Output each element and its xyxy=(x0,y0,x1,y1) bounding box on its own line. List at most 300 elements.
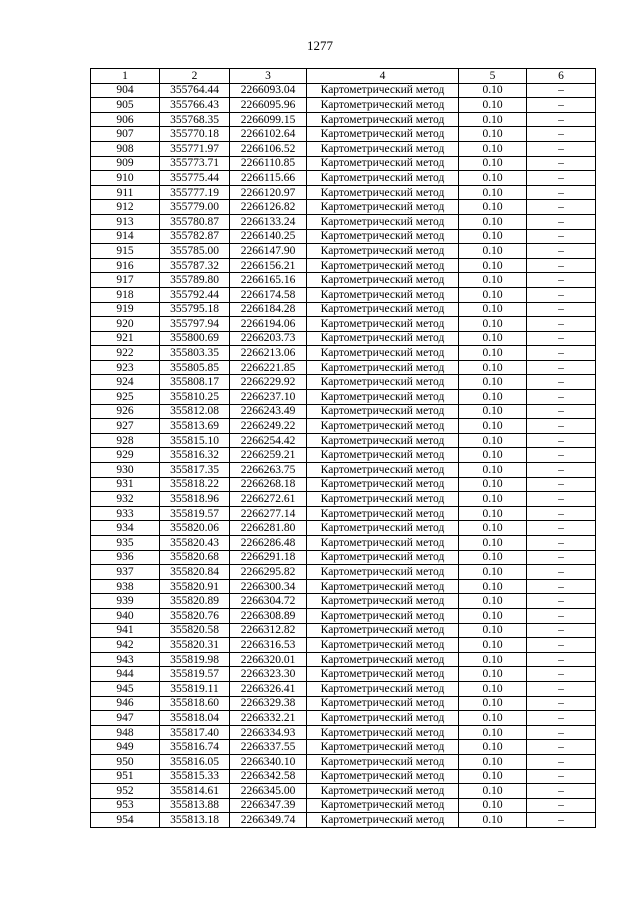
point-number-cell: 925 xyxy=(91,390,160,405)
x-coordinate-cell: 355816.32 xyxy=(160,448,230,463)
x-coordinate-cell: 355817.35 xyxy=(160,463,230,478)
table-row xyxy=(91,579,596,594)
method-cell: Картометрический метод xyxy=(307,623,459,638)
precision-cell: 0.10 xyxy=(459,287,527,302)
description-cell: – xyxy=(527,754,596,769)
description-cell: – xyxy=(527,521,596,536)
y-coordinate-cell: 2266156.21 xyxy=(230,258,307,273)
x-coordinate-cell: 355792.44 xyxy=(160,287,230,302)
description-cell: – xyxy=(527,83,596,98)
table-body xyxy=(91,83,596,827)
y-coordinate-cell: 2266184.28 xyxy=(230,302,307,317)
table-row xyxy=(91,798,596,813)
x-coordinate-cell: 355803.35 xyxy=(160,346,230,361)
x-coordinate-cell: 355818.96 xyxy=(160,492,230,507)
x-coordinate-cell: 355810.25 xyxy=(160,390,230,405)
precision-cell: 0.10 xyxy=(459,244,527,259)
precision-cell: 0.10 xyxy=(459,302,527,317)
table-row xyxy=(91,404,596,419)
description-cell: – xyxy=(527,214,596,229)
description-cell: – xyxy=(527,608,596,623)
description-cell: – xyxy=(527,696,596,711)
precision-cell: 0.10 xyxy=(459,623,527,638)
y-coordinate-cell: 2266291.18 xyxy=(230,550,307,565)
column-header-1: 1 xyxy=(91,69,160,84)
method-cell: Картометрический метод xyxy=(307,506,459,521)
description-cell: – xyxy=(527,448,596,463)
description-cell: – xyxy=(527,112,596,127)
x-coordinate-cell: 355770.18 xyxy=(160,127,230,142)
point-number-cell: 939 xyxy=(91,594,160,609)
precision-cell: 0.10 xyxy=(459,346,527,361)
x-coordinate-cell: 355817.40 xyxy=(160,725,230,740)
table-row xyxy=(91,273,596,288)
description-cell: – xyxy=(527,638,596,653)
precision-cell: 0.10 xyxy=(459,594,527,609)
y-coordinate-cell: 2266194.06 xyxy=(230,317,307,332)
precision-cell: 0.10 xyxy=(459,652,527,667)
method-cell: Картометрический метод xyxy=(307,200,459,215)
y-coordinate-cell: 2266203.73 xyxy=(230,331,307,346)
precision-cell: 0.10 xyxy=(459,696,527,711)
y-coordinate-cell: 2266320.01 xyxy=(230,652,307,667)
precision-cell: 0.10 xyxy=(459,536,527,551)
method-cell: Картометрический метод xyxy=(307,681,459,696)
description-cell: – xyxy=(527,200,596,215)
point-number-cell: 917 xyxy=(91,273,160,288)
method-cell: Картометрический метод xyxy=(307,477,459,492)
point-number-cell: 927 xyxy=(91,419,160,434)
y-coordinate-cell: 2266120.97 xyxy=(230,185,307,200)
method-cell: Картометрический метод xyxy=(307,375,459,390)
point-number-cell: 951 xyxy=(91,769,160,784)
description-cell: – xyxy=(527,594,596,609)
point-number-cell: 906 xyxy=(91,112,160,127)
x-coordinate-cell: 355773.71 xyxy=(160,156,230,171)
description-cell: – xyxy=(527,258,596,273)
table-row xyxy=(91,141,596,156)
precision-cell: 0.10 xyxy=(459,506,527,521)
point-number-cell: 913 xyxy=(91,214,160,229)
y-coordinate-cell: 2266237.10 xyxy=(230,390,307,405)
y-coordinate-cell: 2266326.41 xyxy=(230,681,307,696)
precision-cell: 0.10 xyxy=(459,141,527,156)
y-coordinate-cell: 2266110.85 xyxy=(230,156,307,171)
x-coordinate-cell: 355820.58 xyxy=(160,623,230,638)
table-row xyxy=(91,287,596,302)
x-coordinate-cell: 355764.44 xyxy=(160,83,230,98)
table-row xyxy=(91,171,596,186)
x-coordinate-cell: 355818.22 xyxy=(160,477,230,492)
point-number-cell: 929 xyxy=(91,448,160,463)
description-cell: – xyxy=(527,463,596,478)
point-number-cell: 940 xyxy=(91,608,160,623)
precision-cell: 0.10 xyxy=(459,404,527,419)
method-cell: Картометрический метод xyxy=(307,638,459,653)
table-row xyxy=(91,608,596,623)
method-cell: Картометрический метод xyxy=(307,667,459,682)
table-row xyxy=(91,521,596,536)
precision-cell: 0.10 xyxy=(459,317,527,332)
description-cell: – xyxy=(527,550,596,565)
x-coordinate-cell: 355779.00 xyxy=(160,200,230,215)
table-row xyxy=(91,725,596,740)
y-coordinate-cell: 2266272.61 xyxy=(230,492,307,507)
method-cell: Картометрический метод xyxy=(307,302,459,317)
point-number-cell: 944 xyxy=(91,667,160,682)
point-number-cell: 920 xyxy=(91,317,160,332)
table-row xyxy=(91,156,596,171)
y-coordinate-cell: 2266340.10 xyxy=(230,754,307,769)
y-coordinate-cell: 2266126.82 xyxy=(230,200,307,215)
y-coordinate-cell: 2266140.25 xyxy=(230,229,307,244)
precision-cell: 0.10 xyxy=(459,798,527,813)
y-coordinate-cell: 2266347.39 xyxy=(230,798,307,813)
point-number-cell: 928 xyxy=(91,433,160,448)
x-coordinate-cell: 355805.85 xyxy=(160,360,230,375)
method-cell: Картометрический метод xyxy=(307,112,459,127)
table-row xyxy=(91,331,596,346)
table-row xyxy=(91,740,596,755)
method-cell: Картометрический метод xyxy=(307,725,459,740)
point-number-cell: 918 xyxy=(91,287,160,302)
x-coordinate-cell: 355819.11 xyxy=(160,681,230,696)
table-row xyxy=(91,681,596,696)
x-coordinate-cell: 355766.43 xyxy=(160,98,230,113)
description-cell: – xyxy=(527,156,596,171)
column-header-3: 3 xyxy=(230,69,307,84)
table-row xyxy=(91,550,596,565)
table-row xyxy=(91,98,596,113)
table-row xyxy=(91,448,596,463)
method-cell: Картометрический метод xyxy=(307,550,459,565)
precision-cell: 0.10 xyxy=(459,214,527,229)
point-number-cell: 908 xyxy=(91,141,160,156)
y-coordinate-cell: 2266334.93 xyxy=(230,725,307,740)
point-number-cell: 937 xyxy=(91,565,160,580)
point-number-cell: 916 xyxy=(91,258,160,273)
x-coordinate-cell: 355813.69 xyxy=(160,419,230,434)
method-cell: Картометрический метод xyxy=(307,433,459,448)
table-row xyxy=(91,506,596,521)
method-cell: Картометрический метод xyxy=(307,813,459,828)
method-cell: Картометрический метод xyxy=(307,492,459,507)
x-coordinate-cell: 355782.87 xyxy=(160,229,230,244)
description-cell: – xyxy=(527,769,596,784)
description-cell: – xyxy=(527,229,596,244)
description-cell: – xyxy=(527,740,596,755)
description-cell: – xyxy=(527,287,596,302)
point-number-cell: 921 xyxy=(91,331,160,346)
point-number-cell: 947 xyxy=(91,711,160,726)
method-cell: Картометрический метод xyxy=(307,404,459,419)
y-coordinate-cell: 2266099.15 xyxy=(230,112,307,127)
method-cell: Картометрический метод xyxy=(307,769,459,784)
point-number-cell: 923 xyxy=(91,360,160,375)
point-number-cell: 909 xyxy=(91,156,160,171)
y-coordinate-cell: 2266095.96 xyxy=(230,98,307,113)
point-number-cell: 930 xyxy=(91,463,160,478)
y-coordinate-cell: 2266263.75 xyxy=(230,463,307,478)
method-cell: Картометрический метод xyxy=(307,565,459,580)
description-cell: – xyxy=(527,302,596,317)
x-coordinate-cell: 355800.69 xyxy=(160,331,230,346)
precision-cell: 0.10 xyxy=(459,273,527,288)
table-row xyxy=(91,214,596,229)
table-row xyxy=(91,229,596,244)
x-coordinate-cell: 355789.80 xyxy=(160,273,230,288)
description-cell: – xyxy=(527,171,596,186)
description-cell: – xyxy=(527,433,596,448)
precision-cell: 0.10 xyxy=(459,360,527,375)
y-coordinate-cell: 2266342.58 xyxy=(230,769,307,784)
description-cell: – xyxy=(527,390,596,405)
description-cell: – xyxy=(527,360,596,375)
method-cell: Картометрический метод xyxy=(307,419,459,434)
method-cell: Картометрический метод xyxy=(307,608,459,623)
precision-cell: 0.10 xyxy=(459,769,527,784)
x-coordinate-cell: 355820.89 xyxy=(160,594,230,609)
table-row xyxy=(91,360,596,375)
precision-cell: 0.10 xyxy=(459,98,527,113)
x-coordinate-cell: 355787.32 xyxy=(160,258,230,273)
point-number-cell: 932 xyxy=(91,492,160,507)
point-number-cell: 933 xyxy=(91,506,160,521)
x-coordinate-cell: 355785.00 xyxy=(160,244,230,259)
y-coordinate-cell: 2266312.82 xyxy=(230,623,307,638)
x-coordinate-cell: 355768.35 xyxy=(160,112,230,127)
x-coordinate-cell: 355820.06 xyxy=(160,521,230,536)
y-coordinate-cell: 2266304.72 xyxy=(230,594,307,609)
description-cell: – xyxy=(527,346,596,361)
method-cell: Картометрический метод xyxy=(307,83,459,98)
precision-cell: 0.10 xyxy=(459,156,527,171)
y-coordinate-cell: 2266281.80 xyxy=(230,521,307,536)
description-cell: – xyxy=(527,492,596,507)
method-cell: Картометрический метод xyxy=(307,346,459,361)
header-row xyxy=(91,69,596,84)
column-header-6: 6 xyxy=(527,69,596,84)
point-number-cell: 907 xyxy=(91,127,160,142)
precision-cell: 0.10 xyxy=(459,711,527,726)
point-number-cell: 931 xyxy=(91,477,160,492)
x-coordinate-cell: 355813.88 xyxy=(160,798,230,813)
y-coordinate-cell: 2266165.16 xyxy=(230,273,307,288)
precision-cell: 0.10 xyxy=(459,171,527,186)
method-cell: Картометрический метод xyxy=(307,360,459,375)
table-row xyxy=(91,244,596,259)
description-cell: – xyxy=(527,375,596,390)
description-cell: – xyxy=(527,681,596,696)
table-row xyxy=(91,83,596,98)
table-row xyxy=(91,696,596,711)
precision-cell: 0.10 xyxy=(459,112,527,127)
precision-cell: 0.10 xyxy=(459,740,527,755)
precision-cell: 0.10 xyxy=(459,258,527,273)
description-cell: – xyxy=(527,725,596,740)
description-cell: – xyxy=(527,652,596,667)
y-coordinate-cell: 2266102.64 xyxy=(230,127,307,142)
precision-cell: 0.10 xyxy=(459,725,527,740)
y-coordinate-cell: 2266345.00 xyxy=(230,784,307,799)
y-coordinate-cell: 2266115.66 xyxy=(230,171,307,186)
method-cell: Картометрический метод xyxy=(307,696,459,711)
method-cell: Картометрический метод xyxy=(307,156,459,171)
point-number-cell: 945 xyxy=(91,681,160,696)
page-number: 1277 xyxy=(307,38,333,53)
precision-cell: 0.10 xyxy=(459,813,527,828)
description-cell: – xyxy=(527,244,596,259)
x-coordinate-cell: 355820.84 xyxy=(160,565,230,580)
description-cell: – xyxy=(527,477,596,492)
point-number-cell: 952 xyxy=(91,784,160,799)
point-number-cell: 922 xyxy=(91,346,160,361)
table-row xyxy=(91,185,596,200)
point-number-cell: 919 xyxy=(91,302,160,317)
table-row xyxy=(91,594,596,609)
table-row xyxy=(91,302,596,317)
point-number-cell: 924 xyxy=(91,375,160,390)
method-cell: Картометрический метод xyxy=(307,711,459,726)
x-coordinate-cell: 355818.60 xyxy=(160,696,230,711)
coordinates-table xyxy=(90,68,596,828)
precision-cell: 0.10 xyxy=(459,390,527,405)
table-row xyxy=(91,652,596,667)
y-coordinate-cell: 2266308.89 xyxy=(230,608,307,623)
table-row xyxy=(91,711,596,726)
method-cell: Картометрический метод xyxy=(307,579,459,594)
x-coordinate-cell: 355816.05 xyxy=(160,754,230,769)
method-cell: Картометрический метод xyxy=(307,521,459,536)
table-row xyxy=(91,346,596,361)
x-coordinate-cell: 355819.98 xyxy=(160,652,230,667)
table-row xyxy=(91,784,596,799)
point-number-cell: 946 xyxy=(91,696,160,711)
y-coordinate-cell: 2266316.53 xyxy=(230,638,307,653)
table-row xyxy=(91,419,596,434)
x-coordinate-cell: 355820.31 xyxy=(160,638,230,653)
precision-cell: 0.10 xyxy=(459,375,527,390)
x-coordinate-cell: 355819.57 xyxy=(160,667,230,682)
x-coordinate-cell: 355797.94 xyxy=(160,317,230,332)
method-cell: Картометрический метод xyxy=(307,317,459,332)
table-row xyxy=(91,433,596,448)
precision-cell: 0.10 xyxy=(459,448,527,463)
precision-cell: 0.10 xyxy=(459,463,527,478)
method-cell: Картометрический метод xyxy=(307,652,459,667)
description-cell: – xyxy=(527,127,596,142)
precision-cell: 0.10 xyxy=(459,433,527,448)
table-row xyxy=(91,127,596,142)
point-number-cell: 935 xyxy=(91,536,160,551)
y-coordinate-cell: 2266268.18 xyxy=(230,477,307,492)
description-cell: – xyxy=(527,813,596,828)
description-cell: – xyxy=(527,798,596,813)
method-cell: Картометрический метод xyxy=(307,229,459,244)
description-cell: – xyxy=(527,711,596,726)
precision-cell: 0.10 xyxy=(459,83,527,98)
method-cell: Картометрический метод xyxy=(307,127,459,142)
method-cell: Картометрический метод xyxy=(307,463,459,478)
y-coordinate-cell: 2266221.85 xyxy=(230,360,307,375)
y-coordinate-cell: 2266229.92 xyxy=(230,375,307,390)
description-cell: – xyxy=(527,331,596,346)
point-number-cell: 943 xyxy=(91,652,160,667)
table-row xyxy=(91,375,596,390)
x-coordinate-cell: 355820.43 xyxy=(160,536,230,551)
method-cell: Картометрический метод xyxy=(307,273,459,288)
precision-cell: 0.10 xyxy=(459,127,527,142)
description-cell: – xyxy=(527,141,596,156)
point-number-cell: 938 xyxy=(91,579,160,594)
x-coordinate-cell: 355818.04 xyxy=(160,711,230,726)
y-coordinate-cell: 2266337.55 xyxy=(230,740,307,755)
y-coordinate-cell: 2266106.52 xyxy=(230,141,307,156)
precision-cell: 0.10 xyxy=(459,550,527,565)
x-coordinate-cell: 355795.18 xyxy=(160,302,230,317)
method-cell: Картометрический метод xyxy=(307,390,459,405)
table-row xyxy=(91,536,596,551)
table-row xyxy=(91,565,596,580)
point-number-cell: 936 xyxy=(91,550,160,565)
table-row xyxy=(91,813,596,828)
point-number-cell: 942 xyxy=(91,638,160,653)
x-coordinate-cell: 355814.61 xyxy=(160,784,230,799)
description-cell: – xyxy=(527,506,596,521)
method-cell: Картометрический метод xyxy=(307,214,459,229)
precision-cell: 0.10 xyxy=(459,185,527,200)
point-number-cell: 934 xyxy=(91,521,160,536)
point-number-cell: 948 xyxy=(91,725,160,740)
precision-cell: 0.10 xyxy=(459,477,527,492)
y-coordinate-cell: 2266174.58 xyxy=(230,287,307,302)
description-cell: – xyxy=(527,784,596,799)
method-cell: Картометрический метод xyxy=(307,141,459,156)
description-cell: – xyxy=(527,579,596,594)
point-number-cell: 953 xyxy=(91,798,160,813)
y-coordinate-cell: 2266329.38 xyxy=(230,696,307,711)
y-coordinate-cell: 2266300.34 xyxy=(230,579,307,594)
precision-cell: 0.10 xyxy=(459,419,527,434)
point-number-cell: 910 xyxy=(91,171,160,186)
precision-cell: 0.10 xyxy=(459,754,527,769)
x-coordinate-cell: 355777.19 xyxy=(160,185,230,200)
description-cell: – xyxy=(527,404,596,419)
precision-cell: 0.10 xyxy=(459,565,527,580)
precision-cell: 0.10 xyxy=(459,492,527,507)
description-cell: – xyxy=(527,273,596,288)
point-number-cell: 915 xyxy=(91,244,160,259)
x-coordinate-cell: 355808.17 xyxy=(160,375,230,390)
x-coordinate-cell: 355820.68 xyxy=(160,550,230,565)
y-coordinate-cell: 2266295.82 xyxy=(230,565,307,580)
point-number-cell: 950 xyxy=(91,754,160,769)
y-coordinate-cell: 2266349.74 xyxy=(230,813,307,828)
method-cell: Картометрический метод xyxy=(307,740,459,755)
y-coordinate-cell: 2266213.06 xyxy=(230,346,307,361)
point-number-cell: 904 xyxy=(91,83,160,98)
table-row xyxy=(91,667,596,682)
method-cell: Картометрический метод xyxy=(307,244,459,259)
point-number-cell: 911 xyxy=(91,185,160,200)
x-coordinate-cell: 355820.91 xyxy=(160,579,230,594)
y-coordinate-cell: 2266277.14 xyxy=(230,506,307,521)
method-cell: Картометрический метод xyxy=(307,784,459,799)
point-number-cell: 905 xyxy=(91,98,160,113)
y-coordinate-cell: 2266286.48 xyxy=(230,536,307,551)
description-cell: – xyxy=(527,98,596,113)
y-coordinate-cell: 2266332.21 xyxy=(230,711,307,726)
